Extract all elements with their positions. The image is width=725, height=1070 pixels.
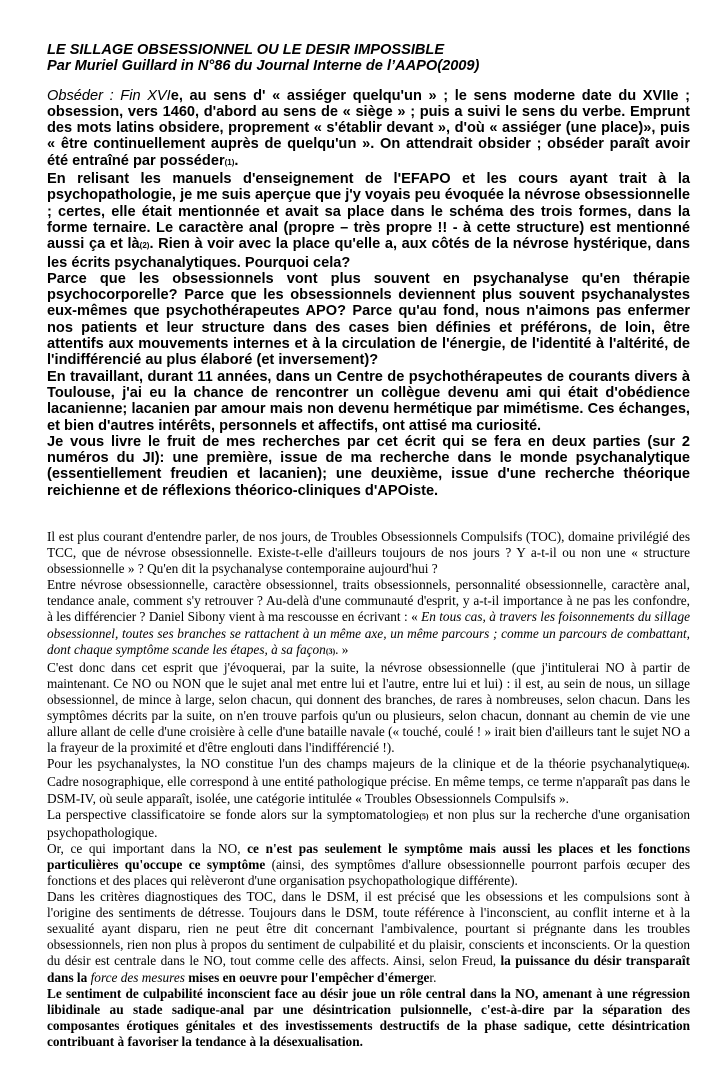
italic-text: force des mesures: [90, 969, 185, 985]
text-span: r.: [429, 969, 437, 985]
body-paragraph: [47, 889, 690, 986]
article-byline: Par Muriel Guillard in N°86 du Journal Interne de l’AAPO(2009): [47, 58, 480, 75]
footnote-ref: (3): [325, 646, 336, 656]
text-span: Je vous livre le fruit de mes recherches par cet écrit qui se fera en deux parties (sur 2 numéros du JI): une première, issue de ma recherche dans le monde psychanalytique (essentiellement freudien et lacanien); une deuxième, issue d'une recherche théorique reichienne et de réflexions théorico-cliniques d'APOiste.: [47, 433, 690, 499]
text-span: En relisant les manuels d'enseignement de l'EFAPO et les cours ayant trait à la psychopathologie, je me suis aperçue que j'y voyais peu évoquée la névrose obsessionnelle ; certes, elle était mentionnée et avait sa place dans le schéma des trois formes, dans la forme ternaire. Le caractère anal (propre – très propre !! - à cette structure) est mentionné aussi ça et là: [47, 171, 690, 253]
bold-text: ce n'est pas seulement le symptôme mais aussi les places et les fonctions particulières qu'occupe ce symptôme: [47, 840, 690, 872]
intro-paragraph: [47, 369, 690, 434]
text-span: . Rien à voir avec la place qu'elle a, aux côtés de la névrose hystérique, dans les écrits psychanalytiques. Pourquoi cela?: [47, 236, 690, 271]
body-paragraph: [47, 756, 690, 806]
body-paragraph: [47, 986, 690, 1050]
text-span: Or, ce qui important dans la NO,: [47, 840, 248, 856]
text-span: . Cadre nosographique, elle correspond à une entité pathologique précise. En même temps, ce terme n'apparaît pas dans le DSM-IV, où seule apparaît, isolée, une catégorie intitulée « Troubles Obsessionnels Compulsifs ».: [47, 756, 690, 806]
intro-paragraph: [47, 434, 690, 499]
intro-paragraph: [47, 271, 690, 369]
text-span: .: [234, 152, 239, 169]
bold-text: la puissance du désir transparaît dans la: [47, 953, 690, 985]
intro-paragraph: [47, 88, 690, 171]
body-section: [47, 529, 690, 1050]
footnote-ref: (4): [677, 761, 687, 771]
body-paragraph: [47, 529, 690, 577]
body-paragraph: [47, 841, 690, 889]
text-span: Parce que les obsessionnels vont plus souvent en psychanalyse qu'en thérapie psychocorporelle? Parce que les obsessionnels deviennent plus souvent psychanalystes eux-mêmes que psychothérapeutes APO? Parce qu'au fond, nous n'aimons pas enfermer nos patients et leur structure dans des cases bien définies et préférons, de loin, être attentifs aux mouvements internes et à la circulation de l'énergie, de l'identité à l'altérité, de l'indifférencié au plus élaboré (et inversement)?: [47, 270, 690, 369]
bold-text: Le sentiment de culpabilité inconscient face au désir joue un rôle central dans la NO, amenant à une régression libidinale au stade sadique-anal par une désintrication pulsionnelle, c'est-à-dire par la séparation des composantes érotiques génitales et des investissements destructifs de la phase sadique, cette désintrication contribuant à favoriser la tendance à la désexualisation.: [47, 985, 690, 1049]
article-title: LE SILLAGE OBSESSIONNEL OU LE DESIR IMPOSSIBLE: [47, 42, 445, 58]
text-span: En travaillant, durant 11 années, dans un Centre de psychothérapeutes de courants divers à Toulouse, j'ai eu la chance de rencontrer un collègue devenu ami qui était d'obédience lacanienne; lacanien par amour mais non devenu hermétique par mimétisme. Ces échanges, et bien d'autres intérêts, personnels et affectifs, ont attisé ma curiosité.: [47, 368, 690, 434]
text-span: Entre névrose obsessionnelle, caractère obsessionnel, traits obsessionnels, personnalité obsessionnelle, caractère anal, tendance anale, comment s'y retrouver ? Au-delà d'une communauté d'esprit, y a-t-il importance à ne pas les confondre, à les différencier ? Daniel Sibony vient à ma rescousse en écrivant : «: [47, 577, 690, 625]
footnote-ref: (1): [224, 157, 235, 167]
text-span: Il est plus courant d'entendre parler, de nos jours, de Troubles Obsessionnels Compulsifs (TOC), domaine privilégié des TCC, que de névrose obsessionnelle. Existe-t-elle d'ailleurs toujours de nos jours ? Y a-t-il ou non une « structure obsessionnelle » ? Qu'en dit la psychanalyse contemporaine aujourd'hui ?: [47, 529, 690, 577]
intro-paragraph: [47, 171, 690, 271]
text-span: La perspective classificatoire se fonde alors sur la symptomatologie: [47, 806, 420, 822]
text-span: . »: [335, 641, 349, 657]
text-span: C'est donc dans cet esprit que j'évoquerai, par la suite, la névrose obsessionnelle (que j'intitulerai NO à partir de maintenant. Ce NO ou NON que le sujet anal met entre lui et l'autre, entre lui et lui) : il est, au sein de nous, un sillage obsessionnel, de mince à large, selon chacun, qui donnent des branches, de rares à nombreuses, selon chacun. Dans les symptômes décrits par la suite, on n'en trouve parfois qu'un ou plusieurs, selon chacun, donnant au chemin de vie une allure allant de celle d'une croisière à celle d'une bataille navale (« touché, coulé ! » irait bien d'ailleurs tant le sujet NO a la frayeur de la proximité et d'être englouti dans l'indifférencié !).: [47, 659, 690, 756]
text-span: et non plus sur la recherche d'une organisation psychopathologique.: [47, 806, 690, 840]
body-paragraph: [47, 807, 690, 841]
italic-text: En tous cas, à travers les foisonnements du sillage obsessionnel, toutes ses branches se rattachent à un même axe, un même parcours ; comme un parcours de combattant, dont chaque symptôme scande les étapes, à sa façon: [47, 609, 690, 657]
body-paragraph: [47, 577, 690, 659]
text-span: Pour les psychanalystes, la NO constitue l'un des champs majeurs de la clinique et de la théorie psychanalytique: [47, 756, 678, 772]
intro-section: [47, 88, 690, 499]
footnote-ref: (2): [139, 241, 150, 251]
body-paragraph: [47, 660, 690, 757]
footnote-ref: (5): [419, 811, 429, 821]
bold-text: mises en oeuvre pour l'empêcher d'émerge: [184, 969, 430, 985]
italic-text: Obséder : Fin XVI: [47, 87, 171, 104]
article-header: [47, 42, 690, 75]
text-span: (ainsi, des symptômes d'allure obsessionnelle pourront parfois œcuper des fonctions et des places qui relèveront d'une organisation psychopathologique différente).: [47, 856, 690, 888]
text-span: Dans les critères diagnostiques des TOC, dans le DSM, il est précisé que les obsessions et les compulsions sont à l'origine des sentiments de détresse. Toujours dans le DSM, toute référence à l'inconscient, au conflit interne et à la sexualité ayant disparu, rien ne peut être dit concernant l'ambivalence, pourtant si prégnante dans les troubles obsessionnels, rien non plus à propos du sentiment de culpabilité et du plaisir, conscients et inconscients. Or la question du désir est centrale dans le NO, tout comme celle des affects. Ainsi, selon Freud,: [47, 889, 690, 969]
text-span: e, au sens d' « assiéger quelqu'un » ; le sens moderne date du XVIIe ; obsession, vers 1460, d'abord au sens de « siège » ; puis a suivi le sens du verbe. Emprunt des mots latins obsidere, proprement « s'établir devant », d'où « assiéger (une place)», puis « être continuellement auprès de quelqu'un ». On attendrait obsider ; obséder paraît avoir été entraîné par posséder: [47, 87, 690, 169]
